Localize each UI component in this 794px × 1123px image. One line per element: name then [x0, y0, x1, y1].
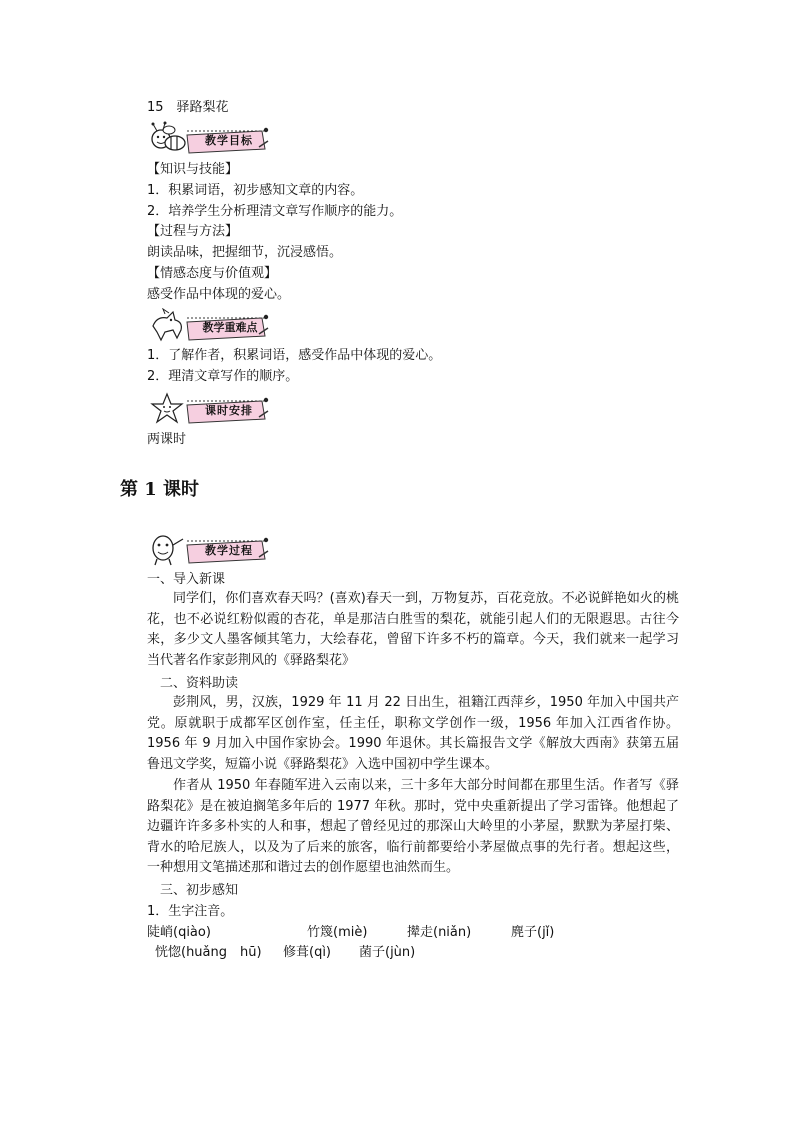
- pinyin-entry: 麂子(jǐ): [511, 925, 555, 940]
- pinyin-entry: 修葺(qì): [283, 945, 332, 960]
- process-text: 朗读品味，把握细节，沉浸感悟。: [147, 245, 343, 260]
- section-perception-heading: 三、初步感知: [160, 883, 239, 898]
- section-heading-lesson-1: 第 1 课时: [120, 479, 200, 500]
- pinyin-entry: 菌子(jùn): [359, 945, 416, 960]
- section-intro-heading: 一、导入新课: [147, 572, 226, 587]
- intro-paragraph: 同学们，你们喜欢春天吗？(喜欢)春天一到，万物复苏，百花竞放。不必说鲜艳如火的桃花，也不必说红粉似霞的杏花，单是那洁白胜雪的梨花，就能引起人们的无限遐思。古往今来，多少文人墨客倾其笔力，大绘春花，曾留下许多不朽的篇章。今天，我们就来一起学习当代著名作家彭荆风的《驿路梨花》: [147, 591, 679, 668]
- difficulty-item: 2．理清文章写作的顺序。: [147, 369, 299, 384]
- pronunciation-item-heading: 1．生字注音。: [147, 904, 234, 919]
- pinyin-entry: 撵走(niǎn): [407, 925, 472, 940]
- lesson-title: 15 驿路梨花: [147, 100, 229, 115]
- schedule-text: 两课时: [147, 432, 187, 447]
- author-bio-paragraph: 彭荆风，男，汉族，1929 年 11 月 22 日出生，祖籍江西萍乡，1950 年加入中国共产党。原就职于成都军区创作室，任主任，职称文学创作一级，1956 年加入江西省作协。1956 年 9 月加入中国作家协会。1990 年退休。其长篇报告文学《解放大西南》获第五届鲁迅文学奖，短篇小说《驿路梨花》入选中国初中学生课本。: [147, 695, 679, 772]
- banner-teaching-goals: [147, 121, 272, 157]
- knowledge-item: 2．培养学生分析理清文章写作顺序的能力。: [147, 204, 403, 219]
- knowledge-heading: 【知识与技能】: [147, 162, 239, 177]
- banner-class-schedule: [147, 391, 272, 427]
- emotion-text: 感受作品中体现的爱心。: [147, 287, 291, 302]
- knowledge-item: 1．积累词语，初步感知文章的内容。: [147, 183, 364, 198]
- pinyin-entry: 竹篾(miè): [307, 925, 368, 940]
- pinyin-entry: 陡峭(qiào): [147, 925, 211, 940]
- pinyin-entry: 恍惚(huǎng hū): [155, 945, 262, 960]
- banner-label: 教学重难点: [202, 321, 258, 334]
- banner-label: 课时安排: [205, 404, 253, 417]
- banner-teaching-process: [147, 531, 272, 567]
- process-heading: 【过程与方法】: [147, 224, 239, 239]
- difficulty-item: 1．了解作者，积累词语，感受作品中体现的爱心。: [147, 348, 442, 363]
- banner-key-difficulties: [147, 308, 272, 344]
- banner-label: 教学目标: [205, 134, 253, 147]
- emotion-heading: 【情感态度与价值观】: [147, 266, 278, 281]
- banner-label: 教学过程: [205, 544, 253, 557]
- section-materials-heading: 二、资料助读: [160, 676, 239, 691]
- background-paragraph: 作者从 1950 年春随军进入云南以来，三十多年大部分时间都在那里生活。作者写《驿路梨花》是在被迫搁笔多年后的 1977 年秋。那时，党中央重新提出了学习雷锋。他想起了边疆许许多多朴实的人和事，想起了曾经见过的那深山大岭里的小茅屋，默默为茅屋打柴、背水的哈尼族人，以及为了后来的旅客，临行前都要给小茅屋做点事的先行者。想起这些，一种想用文笔描述那和谐过去的创作愿望也油然而生。: [147, 778, 679, 875]
